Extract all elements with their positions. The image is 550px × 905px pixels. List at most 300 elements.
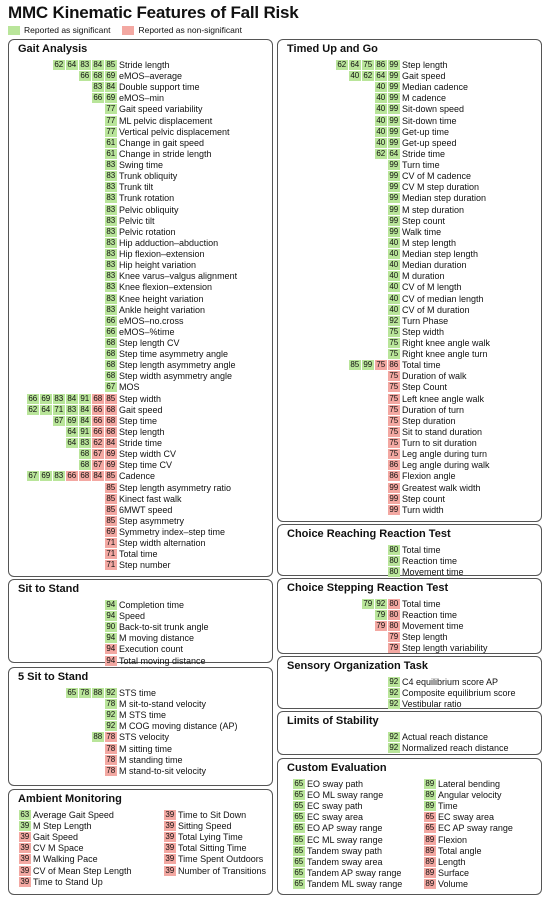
significant-ref-cell: 83 (93, 82, 103, 92)
nonsignificant-ref-cell: 75 (376, 360, 386, 370)
significant-ref-cell: 88 (93, 732, 103, 742)
feature-row (278, 610, 541, 621)
feature-label: 6MWT speed (119, 504, 173, 515)
feature-label: Knee height variation (119, 293, 204, 304)
significant-ref-cell: 99 (389, 171, 399, 181)
feature-label: M COG moving distance (AP) (119, 721, 238, 732)
feature-row (9, 60, 272, 71)
feature-label: Execution count (119, 644, 184, 655)
nonsignificant-ref-cell: 75 (389, 415, 399, 425)
feature-label: Hip flexion–extension (119, 249, 205, 260)
feature-row (9, 854, 272, 865)
significant-ref-cell: 99 (389, 182, 399, 192)
feature-label: Vertical pelvic displacement (119, 126, 230, 137)
nonsignificant-ref-cell: 85 (106, 393, 116, 403)
significant-ref-cell: 99 (363, 360, 373, 370)
significant-ref-cell: 68 (106, 360, 116, 370)
significant-ref-cell: 85 (106, 60, 116, 69)
nonsignificant-ref-cell: 99 (389, 504, 399, 514)
significant-ref-cell: 92 (389, 699, 399, 709)
nonsignificant-ref-cell: 89 (425, 879, 435, 889)
nonsignificant-ref-cell: 68 (106, 404, 116, 414)
feature-label: CV of Mean Step Length (33, 865, 132, 876)
feature-row (278, 545, 541, 556)
feature-row (9, 622, 272, 633)
feature-row (278, 294, 541, 305)
legend-nonsignificant-label: Reported as non-significant (138, 25, 242, 35)
significant-ref-cell: 65 (294, 801, 304, 811)
significant-ref-cell: 40 (376, 137, 386, 147)
nonsignificant-ref-cell: 39 (20, 832, 30, 842)
significant-ref-cell: 66 (93, 93, 103, 103)
feature-label: EO ML sway range (307, 790, 384, 801)
feature-label: STS velocity (119, 732, 170, 743)
feature-row (278, 505, 541, 516)
feature-row (278, 699, 541, 710)
feature-label: Flexion (438, 834, 468, 845)
feature-label: Trunk tilt (119, 182, 154, 193)
nonsignificant-ref-cell: 39 (165, 843, 175, 853)
feature-row (9, 744, 272, 755)
significant-ref-cell: 79 (363, 599, 373, 608)
panel-title: Sit to Stand (18, 583, 80, 595)
feature-label: Gait speed (119, 404, 163, 415)
significant-ref-cell: 89 (425, 801, 435, 811)
feature-label: Ankle height variation (119, 304, 206, 315)
feature-label: Angular velocity (438, 790, 502, 801)
feature-label: Step length (402, 60, 448, 70)
feature-row (9, 260, 272, 271)
significant-ref-cell: 40 (376, 115, 386, 125)
feature-label: Step width (119, 393, 162, 404)
feature-label: Total moving distance (119, 655, 206, 666)
feature-label: Step time asymmetry angle (119, 349, 229, 360)
significant-ref-cell: 68 (106, 371, 116, 381)
feature-label: Kinect fast walk (119, 493, 182, 504)
feature-row (278, 71, 541, 82)
feature-label: Step length CV (119, 338, 180, 348)
feature-label: Get-up time (402, 126, 450, 137)
feature-label: Time (438, 801, 458, 812)
significant-ref-cell: 92 (106, 688, 116, 697)
significant-ref-cell: 78 (106, 699, 116, 709)
feature-row (9, 371, 272, 382)
feature-label: Duration of walk (402, 371, 467, 382)
significant-ref-cell: 77 (106, 126, 116, 136)
significant-ref-cell: 83 (106, 204, 116, 214)
significant-ref-cell: 99 (389, 137, 399, 147)
nonsignificant-ref-cell: 94 (106, 644, 116, 654)
feature-label: M standing time (119, 754, 183, 765)
nonsignificant-ref-cell: 68 (80, 471, 90, 481)
nonsignificant-ref-cell: 89 (425, 856, 435, 866)
nonsignificant-ref-cell: 80 (389, 599, 399, 608)
significant-ref-cell: 66 (106, 326, 116, 336)
significant-ref-cell: 83 (106, 282, 116, 292)
nonsignificant-ref-cell: 80 (389, 610, 399, 620)
significant-ref-cell: 40 (389, 237, 399, 247)
feature-row (278, 846, 541, 857)
feature-label: M step duration (402, 204, 465, 215)
feature-label: EC AP sway range (438, 823, 513, 834)
significant-ref-cell: 77 (106, 104, 116, 114)
feature-row (278, 260, 541, 271)
significant-ref-cell: 65 (294, 879, 304, 889)
nonsignificant-ref-cell: 39 (165, 865, 175, 875)
nonsignificant-ref-cell: 69 (106, 460, 116, 470)
feature-label: Swing time (119, 160, 164, 171)
significant-ref-cell: 99 (389, 93, 399, 103)
feature-row (9, 866, 272, 877)
feature-label: ML pelvic displacement (119, 115, 213, 126)
significant-ref-cell: 69 (41, 393, 51, 403)
significant-ref-cell: 94 (106, 600, 116, 609)
significant-ref-cell: 62 (363, 71, 373, 81)
feature-label: Hip adduction–abduction (119, 237, 219, 248)
feature-row (9, 600, 272, 611)
feature-label: Get-up speed (402, 137, 457, 148)
feature-label: M sitting time (119, 743, 173, 754)
significant-ref-cell: 92 (389, 688, 399, 698)
feature-label: Leg angle during turn (402, 449, 488, 460)
feature-label: Duration of turn (402, 404, 465, 415)
nonsignificant-ref-cell: 85 (106, 482, 116, 492)
significant-ref-cell: 84 (106, 82, 116, 92)
significant-ref-cell: 68 (106, 349, 116, 359)
feature-row (9, 538, 272, 549)
feature-row (278, 632, 541, 643)
significant-ref-cell: 83 (106, 182, 116, 192)
feature-label: Tandem sway area (307, 856, 383, 867)
significant-ref-cell: 40 (376, 104, 386, 114)
significant-ref-cell: 65 (294, 867, 304, 877)
feature-row (278, 160, 541, 171)
significant-ref-cell: 83 (106, 193, 116, 203)
feature-label: Median cadence (402, 82, 469, 93)
legend-swatch-red (122, 26, 134, 35)
feature-row (278, 371, 541, 382)
feature-row (9, 249, 272, 260)
feature-label: EC sway area (438, 812, 495, 823)
feature-label: Time to Stand Up (33, 876, 103, 887)
nonsignificant-ref-cell: 99 (389, 482, 399, 492)
feature-label: eMOS–average (119, 71, 183, 82)
significant-ref-cell: 65 (294, 823, 304, 833)
feature-label: Step Count (402, 382, 448, 393)
feature-label: Pelvic obliquity (119, 204, 179, 215)
significant-ref-cell: 84 (93, 60, 103, 69)
significant-ref-cell: 94 (106, 611, 116, 621)
feature-row (278, 60, 541, 71)
nonsignificant-ref-cell: 80 (389, 621, 399, 631)
significant-ref-cell: 64 (67, 438, 77, 448)
feature-label: Normalized reach distance (402, 743, 509, 754)
feature-row (9, 633, 272, 644)
feature-row (9, 471, 272, 482)
feature-label: Surface (438, 867, 470, 878)
nonsignificant-ref-cell: 75 (389, 449, 399, 459)
feature-row (278, 743, 541, 754)
feature-label: CV of M cadence (402, 171, 472, 182)
feature-label: Total time (402, 545, 441, 555)
panel-timed-up-and-go (277, 39, 542, 522)
nonsignificant-ref-cell: 67 (93, 460, 103, 470)
feature-row (278, 483, 541, 494)
significant-ref-cell: 66 (80, 71, 90, 81)
feature-row (278, 271, 541, 282)
significant-ref-cell: 69 (41, 471, 51, 481)
nonsignificant-ref-cell: 71 (106, 560, 116, 570)
feature-row (278, 282, 541, 293)
significant-ref-cell: 67 (54, 415, 64, 425)
feature-row (9, 710, 272, 721)
feature-label: M cadence (402, 93, 447, 104)
feature-label: Step time (119, 415, 158, 426)
legend-swatch-green (8, 26, 20, 35)
significant-ref-cell: 69 (106, 93, 116, 103)
feature-row (278, 171, 541, 182)
feature-row (9, 205, 272, 216)
feature-label: Leg angle during walk (402, 460, 490, 471)
feature-row (9, 416, 272, 427)
legend-nonsignificant (122, 25, 241, 35)
significant-ref-cell: 89 (425, 779, 435, 788)
significant-ref-cell: 83 (106, 293, 116, 303)
feature-label: Step width (402, 326, 445, 337)
significant-ref-cell: 80 (389, 567, 399, 577)
significant-ref-cell: 67 (106, 382, 116, 392)
significant-ref-cell: 83 (67, 404, 77, 414)
feature-label: Step length asymmetry angle (119, 360, 236, 371)
significant-ref-cell: 83 (106, 160, 116, 170)
feature-row (9, 216, 272, 227)
significant-ref-cell: 65 (294, 812, 304, 822)
feature-row (278, 193, 541, 204)
significant-ref-cell: 84 (80, 404, 90, 414)
nonsignificant-ref-cell: 75 (389, 426, 399, 436)
nonsignificant-ref-cell: 99 (389, 493, 399, 503)
feature-row (9, 721, 272, 732)
feature-row (9, 843, 272, 854)
feature-label: M duration (402, 271, 445, 282)
feature-row (278, 93, 541, 104)
feature-label: M Step Length (33, 821, 92, 832)
significant-ref-cell: 61 (106, 148, 116, 158)
feature-row (278, 449, 541, 460)
feature-row (278, 182, 541, 193)
nonsignificant-ref-cell: 39 (165, 821, 175, 831)
feature-label: Actual reach distance (402, 732, 489, 742)
significant-ref-cell: 67 (28, 471, 38, 481)
feature-label: Tandem sway path (307, 845, 383, 856)
significant-ref-cell: 94 (106, 633, 116, 643)
significant-ref-cell: 65 (294, 779, 304, 788)
feature-label: Stride time (119, 438, 163, 449)
feature-label: eMOS–no.cross (119, 315, 184, 326)
nonsignificant-ref-cell: 66 (93, 415, 103, 425)
feature-row (9, 238, 272, 249)
significant-ref-cell: 83 (106, 260, 116, 270)
significant-ref-cell: 62 (54, 60, 64, 69)
significant-ref-cell: 66 (106, 315, 116, 325)
feature-row (9, 171, 272, 182)
significant-ref-cell: 83 (106, 271, 116, 281)
nonsignificant-ref-cell: 65 (425, 823, 435, 833)
nonsignificant-ref-cell: 66 (93, 426, 103, 436)
feature-label: EC sway area (307, 812, 364, 823)
feature-label: Median step duration (402, 193, 487, 204)
feature-row (278, 835, 541, 846)
feature-row (278, 82, 541, 93)
feature-row (278, 138, 541, 149)
significant-ref-cell: 75 (363, 60, 373, 69)
panel-five-sit-to-stand (8, 667, 273, 786)
feature-row (9, 116, 272, 127)
nonsignificant-ref-cell: 75 (389, 393, 399, 403)
significant-ref-cell: 62 (337, 60, 347, 69)
significant-ref-cell: 85 (350, 360, 360, 370)
legend-significant (8, 25, 110, 35)
nonsignificant-ref-cell: 65 (425, 812, 435, 822)
significant-ref-cell: 99 (389, 71, 399, 81)
nonsignificant-ref-cell: 84 (106, 438, 116, 448)
feature-label: Median step length (402, 249, 479, 260)
feature-row (9, 149, 272, 160)
nonsignificant-ref-cell: 39 (20, 854, 30, 864)
significant-ref-cell: 61 (106, 137, 116, 147)
feature-row (278, 438, 541, 449)
feature-row (278, 394, 541, 405)
feature-row (9, 160, 272, 171)
nonsignificant-ref-cell: 86 (389, 471, 399, 481)
significant-ref-cell: 92 (389, 677, 399, 686)
feature-row (278, 349, 541, 360)
nonsignificant-ref-cell: 68 (106, 426, 116, 436)
panel-title: Sensory Organization Task (287, 660, 429, 672)
significant-ref-cell: 83 (106, 249, 116, 259)
feature-row (278, 127, 541, 138)
feature-label: Total Sitting Time (178, 843, 247, 854)
feature-row (9, 327, 272, 338)
feature-label: M moving distance (119, 633, 195, 644)
feature-label: Movement time (402, 567, 464, 578)
significant-ref-cell: 64 (67, 426, 77, 436)
feature-label: Reaction time (402, 610, 458, 621)
feature-row (9, 877, 272, 888)
feature-label: M step length (402, 237, 457, 248)
significant-ref-cell: 64 (67, 60, 77, 69)
feature-label: Step asymmetry (119, 515, 185, 526)
feature-row (278, 327, 541, 338)
feature-row (278, 104, 541, 115)
feature-row (9, 382, 272, 393)
feature-row (278, 405, 541, 416)
significant-ref-cell: 40 (389, 293, 399, 303)
feature-row (278, 688, 541, 699)
feature-label: Turn Phase (402, 315, 449, 326)
significant-ref-cell: 92 (389, 732, 399, 741)
feature-row (9, 449, 272, 460)
significant-ref-cell: 71 (54, 404, 64, 414)
feature-label: Greatest walk width (402, 482, 481, 493)
significant-ref-cell: 99 (389, 115, 399, 125)
feature-row (278, 116, 541, 127)
significant-ref-cell: 99 (389, 215, 399, 225)
nonsignificant-ref-cell: 69 (106, 527, 116, 537)
feature-label: Step width CV (119, 449, 177, 460)
feature-label: Step duration (402, 415, 456, 426)
nonsignificant-ref-cell: 78 (106, 743, 116, 753)
feature-label: Gait speed variability (119, 104, 203, 115)
feature-label: Step length asymmetry ratio (119, 482, 232, 493)
feature-row (9, 483, 272, 494)
feature-row (278, 643, 541, 654)
feature-row (9, 316, 272, 327)
significant-ref-cell: 63 (20, 810, 30, 819)
nonsignificant-ref-cell: 39 (165, 810, 175, 819)
feature-label: CV M Space (33, 843, 84, 854)
feature-label: Volume (438, 879, 469, 890)
feature-row (9, 656, 272, 667)
feature-row (278, 216, 541, 227)
feature-row (9, 438, 272, 449)
feature-label: Step count (402, 215, 446, 226)
significant-ref-cell: 83 (106, 237, 116, 247)
feature-label: Completion time (119, 600, 185, 610)
feature-label: Step width alternation (119, 538, 206, 549)
feature-row (9, 516, 272, 527)
significant-ref-cell: 79 (376, 610, 386, 620)
significant-ref-cell: 83 (106, 304, 116, 314)
nonsignificant-ref-cell: 67 (93, 449, 103, 459)
feature-row (9, 560, 272, 571)
significant-ref-cell: 86 (376, 60, 386, 69)
significant-ref-cell: 65 (294, 856, 304, 866)
nonsignificant-ref-cell: 66 (67, 471, 77, 481)
nonsignificant-ref-cell: 39 (165, 832, 175, 842)
feature-row (9, 127, 272, 138)
feature-row (278, 779, 541, 790)
feature-row (9, 688, 272, 699)
feature-row (278, 556, 541, 567)
feature-label: CV of M length (402, 282, 462, 293)
feature-label: Average Gait Speed (33, 810, 114, 820)
significant-ref-cell: 40 (350, 71, 360, 81)
nonsignificant-ref-cell: 71 (106, 549, 116, 559)
nonsignificant-ref-cell: 86 (389, 360, 399, 370)
feature-label: Step length (402, 632, 448, 643)
feature-label: EO sway path (307, 779, 364, 789)
feature-label: Stride time (402, 148, 446, 159)
feature-label: Step count (402, 493, 446, 504)
feature-row (278, 238, 541, 249)
significant-ref-cell: 80 (389, 545, 399, 554)
significant-ref-cell: 40 (389, 249, 399, 259)
significant-ref-cell: 83 (80, 438, 90, 448)
significant-ref-cell: 40 (389, 260, 399, 270)
feature-label: Sit-down speed (402, 104, 465, 115)
significant-ref-cell: 92 (376, 599, 386, 608)
panel-sit-to-stand (8, 579, 273, 666)
nonsignificant-ref-cell: 68 (93, 393, 103, 403)
nonsignificant-ref-cell: 86 (389, 460, 399, 470)
feature-row (9, 338, 272, 349)
nonsignificant-ref-cell: 78 (106, 765, 116, 775)
significant-ref-cell: 40 (389, 304, 399, 314)
nonsignificant-ref-cell: 79 (389, 632, 399, 642)
nonsignificant-ref-cell: 39 (20, 865, 30, 875)
feature-label: Length (438, 856, 466, 867)
